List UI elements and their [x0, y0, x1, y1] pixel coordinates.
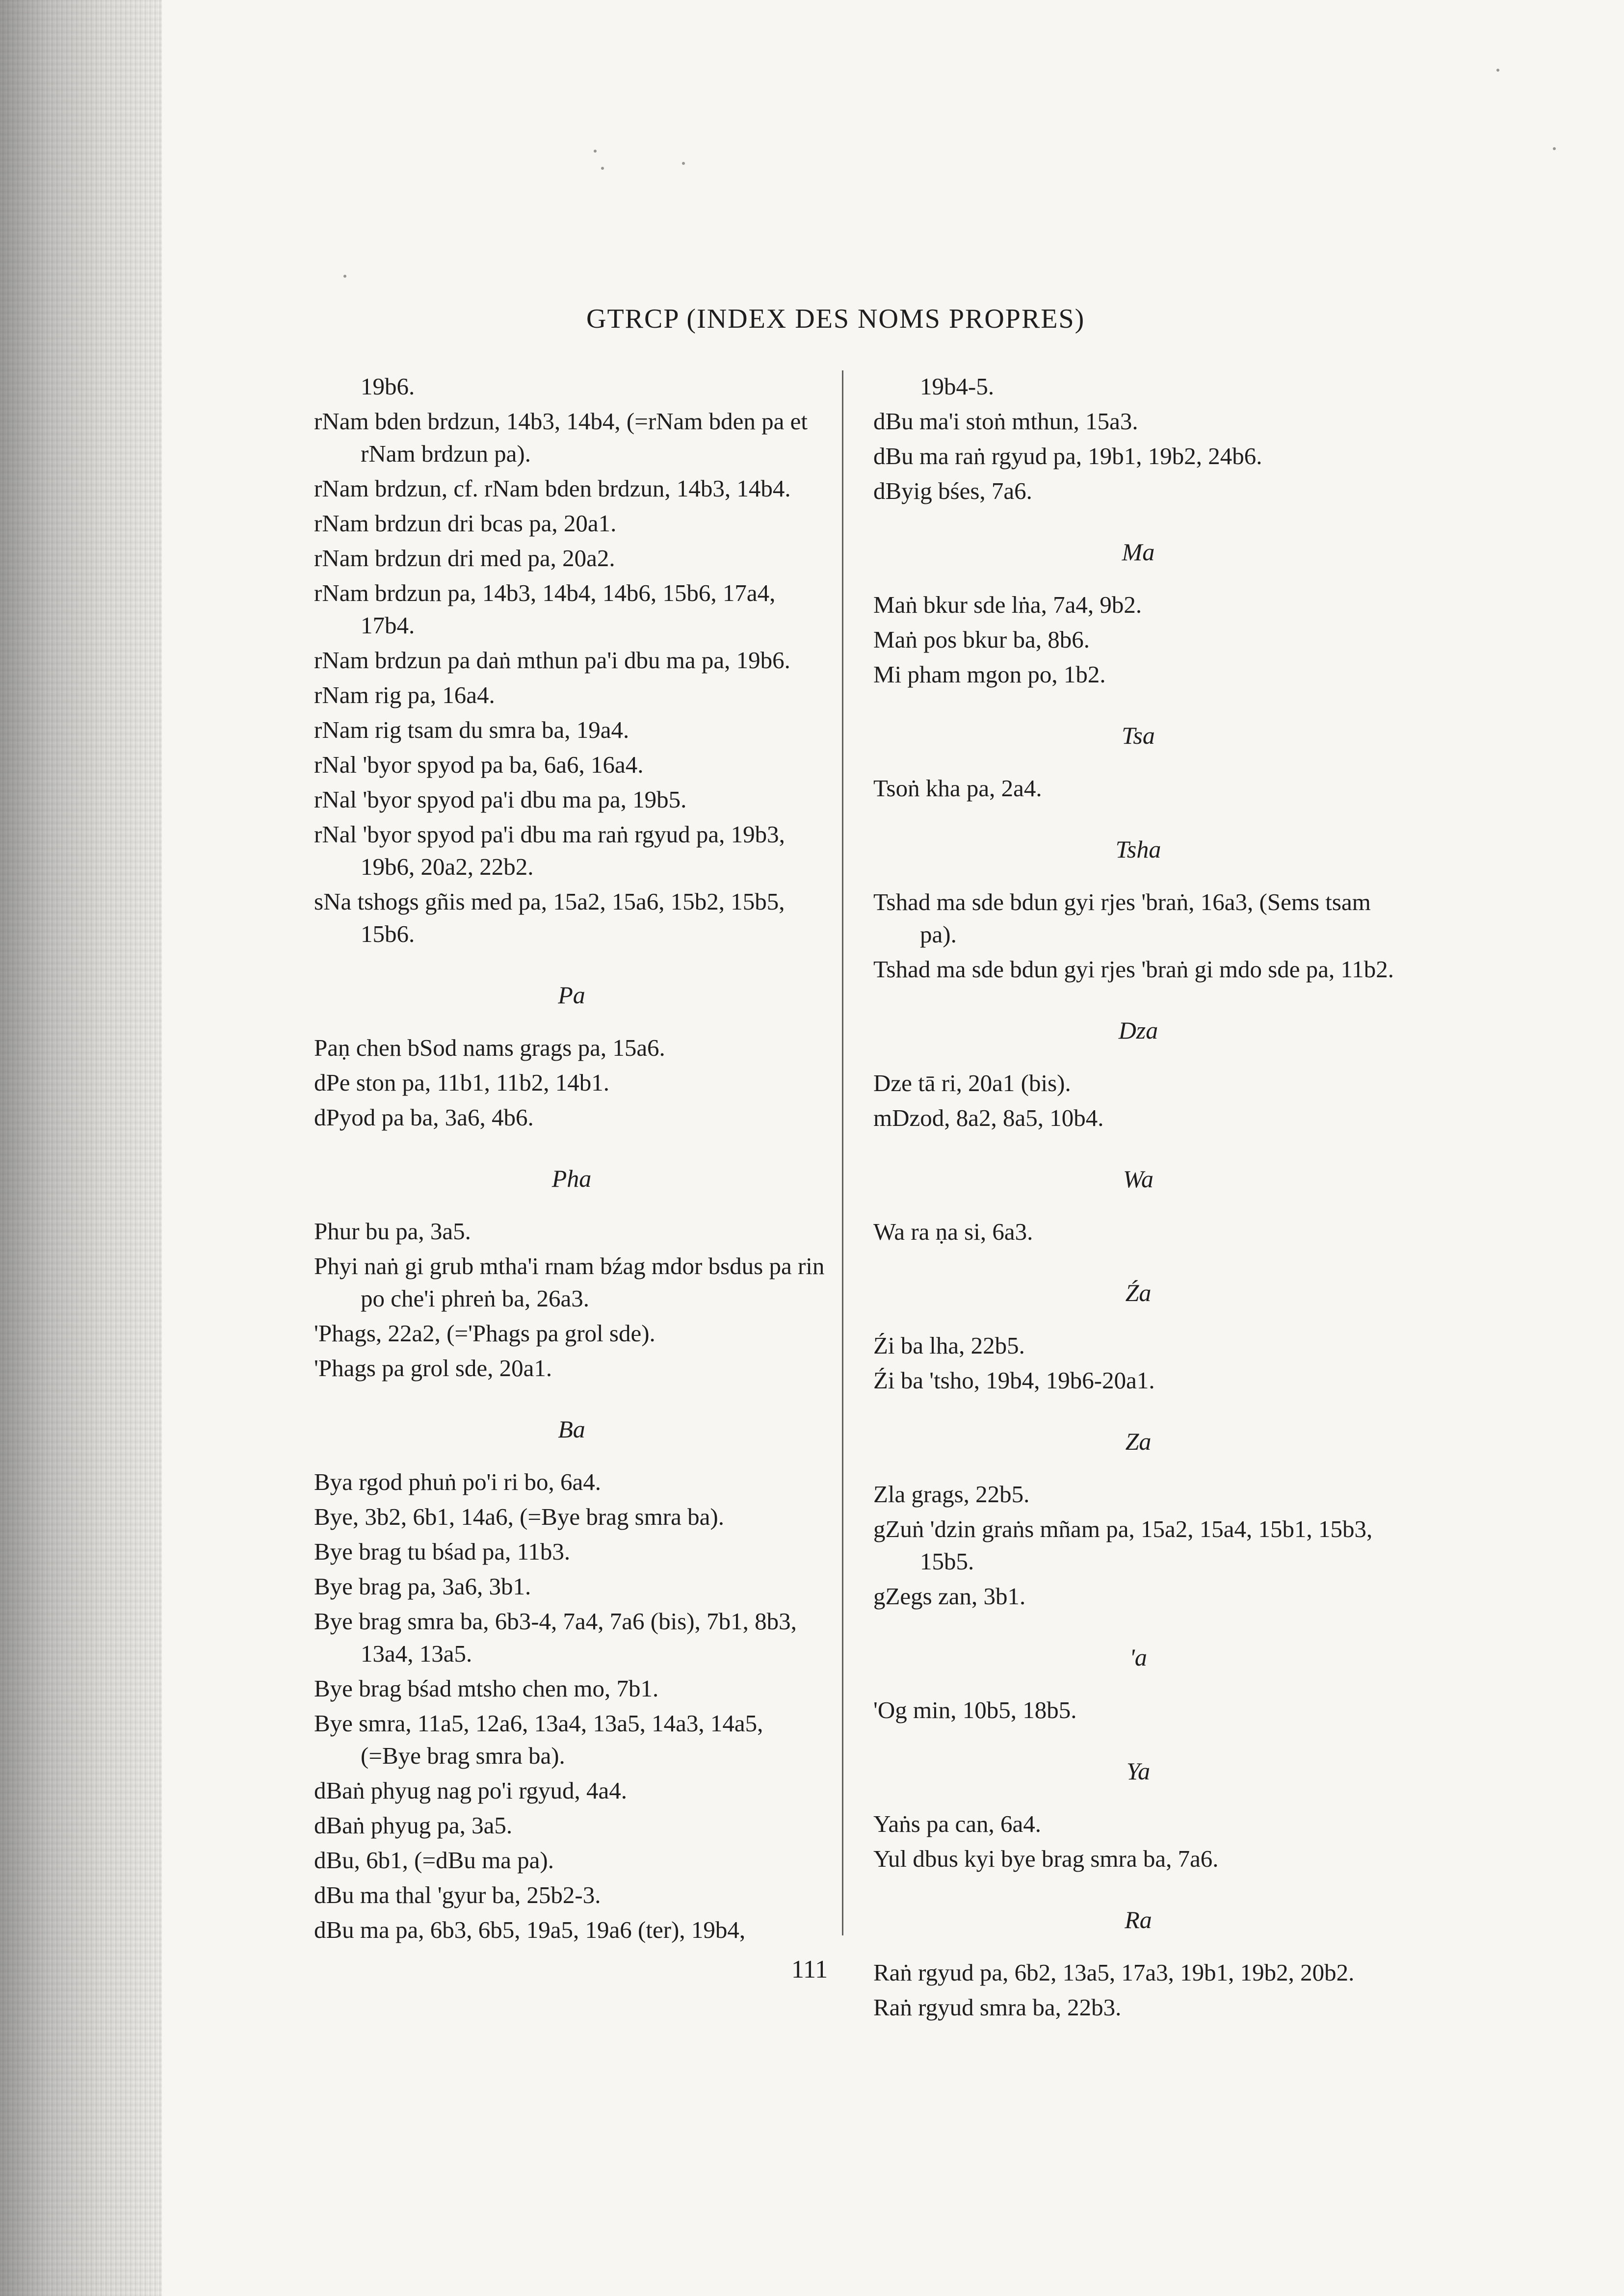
index-entry: Bye brag smra ba, 6b3-4, 7a4, 7a6 (bis), 7b1, 8b3, 13a4, 13a5.	[314, 1608, 797, 1667]
index-entry: Bye brag tu bśad pa, 11b3.	[314, 1538, 571, 1565]
scan-speck	[1496, 69, 1499, 72]
scan-edge-shadow	[0, 0, 162, 2296]
index-entry: Źi ba 'tsho, 19b4, 19b6-20a1.	[873, 1367, 1155, 1394]
index-entry: Źi ba lha, 22b5.	[873, 1332, 1025, 1359]
index-column-left	[314, 370, 829, 1949]
section-heading: Pa	[558, 981, 585, 1009]
index-column-right	[873, 370, 1403, 2026]
section-heading: Ra	[1125, 1906, 1152, 1933]
index-entry: Bye brag pa, 3a6, 3b1.	[314, 1573, 531, 1600]
index-entry: Bye brag bśad mtsho chen mo, 7b1.	[314, 1675, 659, 1702]
index-entry: dBu ma'i stoṅ mthun, 15a3.	[873, 408, 1138, 435]
section-heading: Za	[1125, 1428, 1152, 1455]
index-entry: mDzod, 8a2, 8a5, 10b4.	[873, 1104, 1104, 1131]
index-entry: Yul dbus kyi bye brag smra ba, 7a6.	[873, 1845, 1219, 1872]
index-entry: dBu, 6b1, (=dBu ma pa).	[314, 1847, 554, 1874]
section-heading: Dza	[1118, 1017, 1158, 1044]
index-entry: rNam rig tsam du smra ba, 19a4.	[314, 716, 629, 743]
section-heading: Ba	[558, 1415, 585, 1443]
index-entry: Bye, 3b2, 6b1, 14a6, (=Bye brag smra ba).	[314, 1503, 724, 1530]
index-entry: rNal 'byor spyod pa'i dbu ma raṅ rgyud pa, 19b3, 19b6, 20a2, 22b2.	[314, 821, 785, 880]
scan-speck	[601, 167, 604, 170]
section-heading: Źa	[1125, 1279, 1152, 1306]
index-entry: Bye smra, 11a5, 12a6, 13a4, 13a5, 14a3, 14a5, (=Bye brag smra ba).	[314, 1710, 763, 1769]
section-heading: Ya	[1126, 1757, 1151, 1785]
index-entry-continuation: 19b6.	[361, 373, 415, 400]
index-entry: rNal 'byor spyod pa ba, 6a6, 16a4.	[314, 751, 644, 778]
index-entry: Maṅ bkur sde lṅa, 7a4, 9b2.	[873, 591, 1142, 618]
index-entry: Yaṅs pa can, 6a4.	[873, 1810, 1042, 1837]
index-entry: dBu ma raṅ rgyud pa, 19b1, 19b2, 24b6.	[873, 443, 1262, 470]
index-entry-continuation: 19b4-5.	[920, 373, 995, 400]
index-entry: rNam brdzun, cf. rNam bden brdzun, 14b3, 14b4.	[314, 475, 791, 502]
index-entry: Tshad ma sde bdun gyi rjes 'braṅ, 16a3, (Sems tsam pa).	[873, 888, 1371, 948]
index-entry: Wa ra ṇa si, 6a3.	[873, 1218, 1033, 1245]
index-entry: rNam brdzun dri bcas pa, 20a1.	[314, 510, 617, 537]
index-entry: Tsoṅ kha pa, 2a4.	[873, 775, 1042, 802]
index-entry: Mi pham mgon po, 1b2.	[873, 661, 1106, 688]
index-entry: sNa tshogs gñis med pa, 15a2, 15a6, 15b2, 15b5, 15b6.	[314, 888, 785, 947]
index-entry: 'Phags, 22a2, (='Phags pa grol sde).	[314, 1320, 655, 1347]
section-heading: Wa	[1123, 1165, 1154, 1193]
index-entry: dBu ma pa, 6b3, 6b5, 19a5, 19a6 (ter), 19b4,	[314, 1916, 746, 1943]
index-entry: 'Og min, 10b5, 18b5.	[873, 1696, 1077, 1723]
index-entry: Maṅ pos bkur ba, 8b6.	[873, 626, 1090, 653]
index-entry: rNam bden brdzun, 14b3, 14b4, (=rNam bden pa et rNam brdzun pa).	[314, 408, 808, 467]
index-entry: Phyi naṅ gi grub mtha'i rnam bźag mdor bsdus pa rin po che'i phreṅ ba, 26a3.	[314, 1252, 825, 1312]
index-entry: Raṅ rgyud smra ba, 22b3.	[873, 1994, 1122, 2021]
scan-speck	[682, 162, 685, 165]
index-entry: Bya rgod phuṅ po'i ri bo, 6a4.	[314, 1468, 601, 1495]
page-number: 111	[791, 1956, 828, 1983]
index-entry: dByig bśes, 7a6.	[873, 477, 1032, 504]
index-entry: dBaṅ phyug pa, 3a5.	[314, 1812, 513, 1839]
scan-speck	[343, 275, 346, 278]
index-entry: rNam brdzun dri med pa, 20a2.	[314, 545, 615, 572]
section-heading: Ma	[1122, 538, 1155, 566]
scan-speck	[1553, 147, 1556, 150]
section-heading: Tsha	[1115, 835, 1161, 863]
index-entry: dBaṅ phyug nag po'i rgyud, 4a4.	[314, 1777, 628, 1804]
section-heading: Tsa	[1122, 722, 1155, 749]
index-entry: rNal 'byor spyod pa'i dbu ma pa, 19b5.	[314, 786, 687, 813]
index-entry: dPe ston pa, 11b1, 11b2, 14b1.	[314, 1069, 610, 1096]
section-heading: Pha	[551, 1165, 592, 1192]
index-entry: Dze tā ri, 20a1 (bis).	[873, 1070, 1071, 1096]
index-entry: Raṅ rgyud pa, 6b2, 13a5, 17a3, 19b1, 19b2, 20b2.	[873, 1959, 1355, 1986]
section-heading: 'a	[1129, 1644, 1147, 1671]
running-title: GTRCP (INDEX DES NOMS PROPRES)	[586, 304, 1085, 334]
index-entry: gZuṅ 'dzin graṅs mñam pa, 15a2, 15a4, 15b1, 15b3, 15b5.	[873, 1515, 1373, 1575]
scan-speck	[594, 150, 597, 153]
index-entry: rNam brdzun pa, 14b3, 14b4, 14b6, 15b6, 17a4, 17b4.	[314, 579, 776, 639]
index-entry: Tshad ma sde bdun gyi rjes 'braṅ gi mdo sde pa, 11b2.	[873, 956, 1394, 983]
index-entry: 'Phags pa grol sde, 20a1.	[314, 1355, 552, 1382]
index-entry: dPyod pa ba, 3a6, 4b6.	[314, 1104, 534, 1131]
index-entry: Zla grags, 22b5.	[873, 1481, 1030, 1508]
index-entry: gZegs zan, 3b1.	[873, 1583, 1026, 1610]
column-divider	[842, 370, 843, 1935]
index-entry: Paṇ chen bSod nams grags pa, 15a6.	[314, 1034, 665, 1061]
index-entry: rNam rig pa, 16a4.	[314, 681, 495, 708]
index-entry: dBu ma thal 'gyur ba, 25b2-3.	[314, 1881, 601, 1908]
index-entry: Phur bu pa, 3a5.	[314, 1218, 471, 1245]
index-entry: rNam brdzun pa daṅ mthun pa'i dbu ma pa, 19b6.	[314, 647, 790, 674]
